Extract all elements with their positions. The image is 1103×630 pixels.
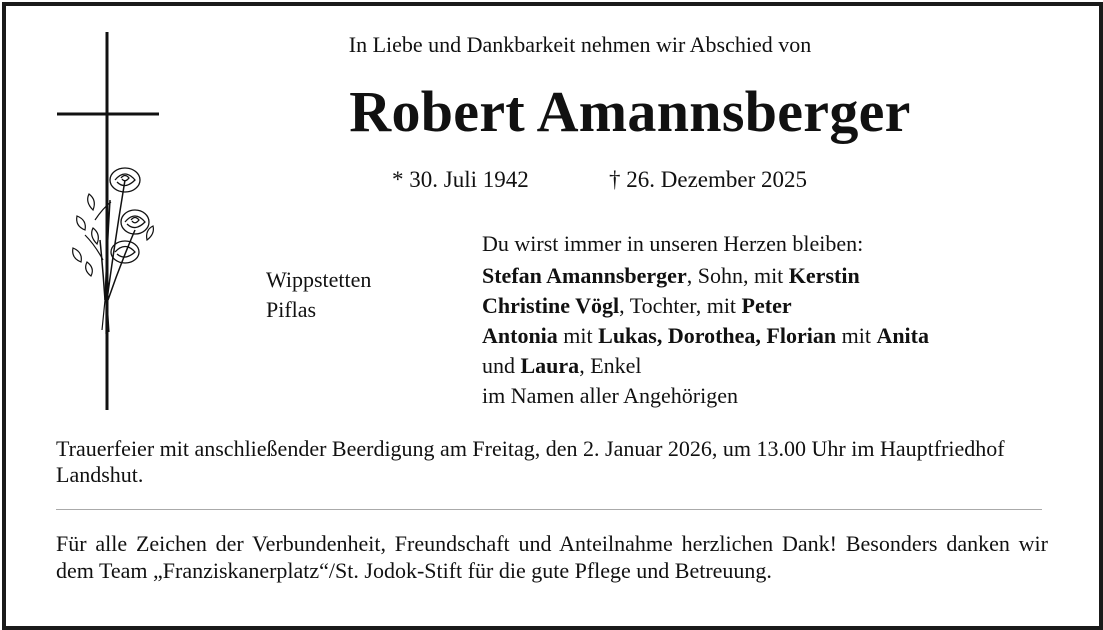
deceased-name: Robert Amannsberger [349, 79, 911, 144]
family-line [482, 351, 1062, 381]
family-closing: im Namen aller Angehörigen [482, 383, 738, 408]
mourner-name: Antonia [482, 323, 558, 348]
relation-text: , Sohn, mit [686, 263, 789, 288]
relation-text: mit [836, 323, 877, 348]
relation-text: , Enkel [579, 353, 642, 378]
places-list [266, 265, 371, 325]
mourner-name: Lukas, Dorothea, Florian [598, 323, 837, 348]
funeral-notice: Trauerfeier mit anschließender Beerdigung am Freitag, den 2. Januar 2026, um 13.00 Uhr im Hauptfriedhof Landshut. [56, 436, 1005, 487]
mourner-name: Laura [520, 353, 580, 378]
intro-text: In Liebe und Dankbarkeit nehmen wir Abschied von [348, 32, 812, 57]
cross-with-roses-icon [55, 30, 165, 412]
mourner-name: Anita [876, 323, 929, 348]
death-date: † 26. Dezember 2025 [609, 167, 807, 192]
relation-text: , Tochter, mit [619, 293, 742, 318]
mourner-name: Christine Vögl [482, 293, 620, 318]
mourner-name: Kerstin [788, 263, 860, 288]
birth-date: * 30. Juli 1942 [392, 167, 529, 192]
family-line [482, 261, 1062, 291]
divider [56, 509, 1042, 510]
place-item: Piflas [266, 297, 317, 322]
family-line [482, 321, 1062, 351]
relation-text: mit [557, 323, 599, 348]
relation-text: und [482, 353, 521, 378]
family-block [482, 229, 1062, 411]
family-line [482, 291, 1062, 321]
thanks-text: Für alle Zeichen der Verbundenheit, Freundschaft und Anteilnahme herzlichen Dank! Besonders danken wir dem Team „Franziskanerplatz“/St. Jodok-Stift für die gute Pflege und Betreuung. [56, 531, 1048, 583]
mourner-name: Stefan Amannsberger [482, 263, 687, 288]
family-motto: Du wirst immer in unseren Herzen bleiben: [482, 231, 864, 256]
mourner-name: Peter [741, 293, 792, 318]
place-item: Wippstetten [266, 267, 372, 292]
